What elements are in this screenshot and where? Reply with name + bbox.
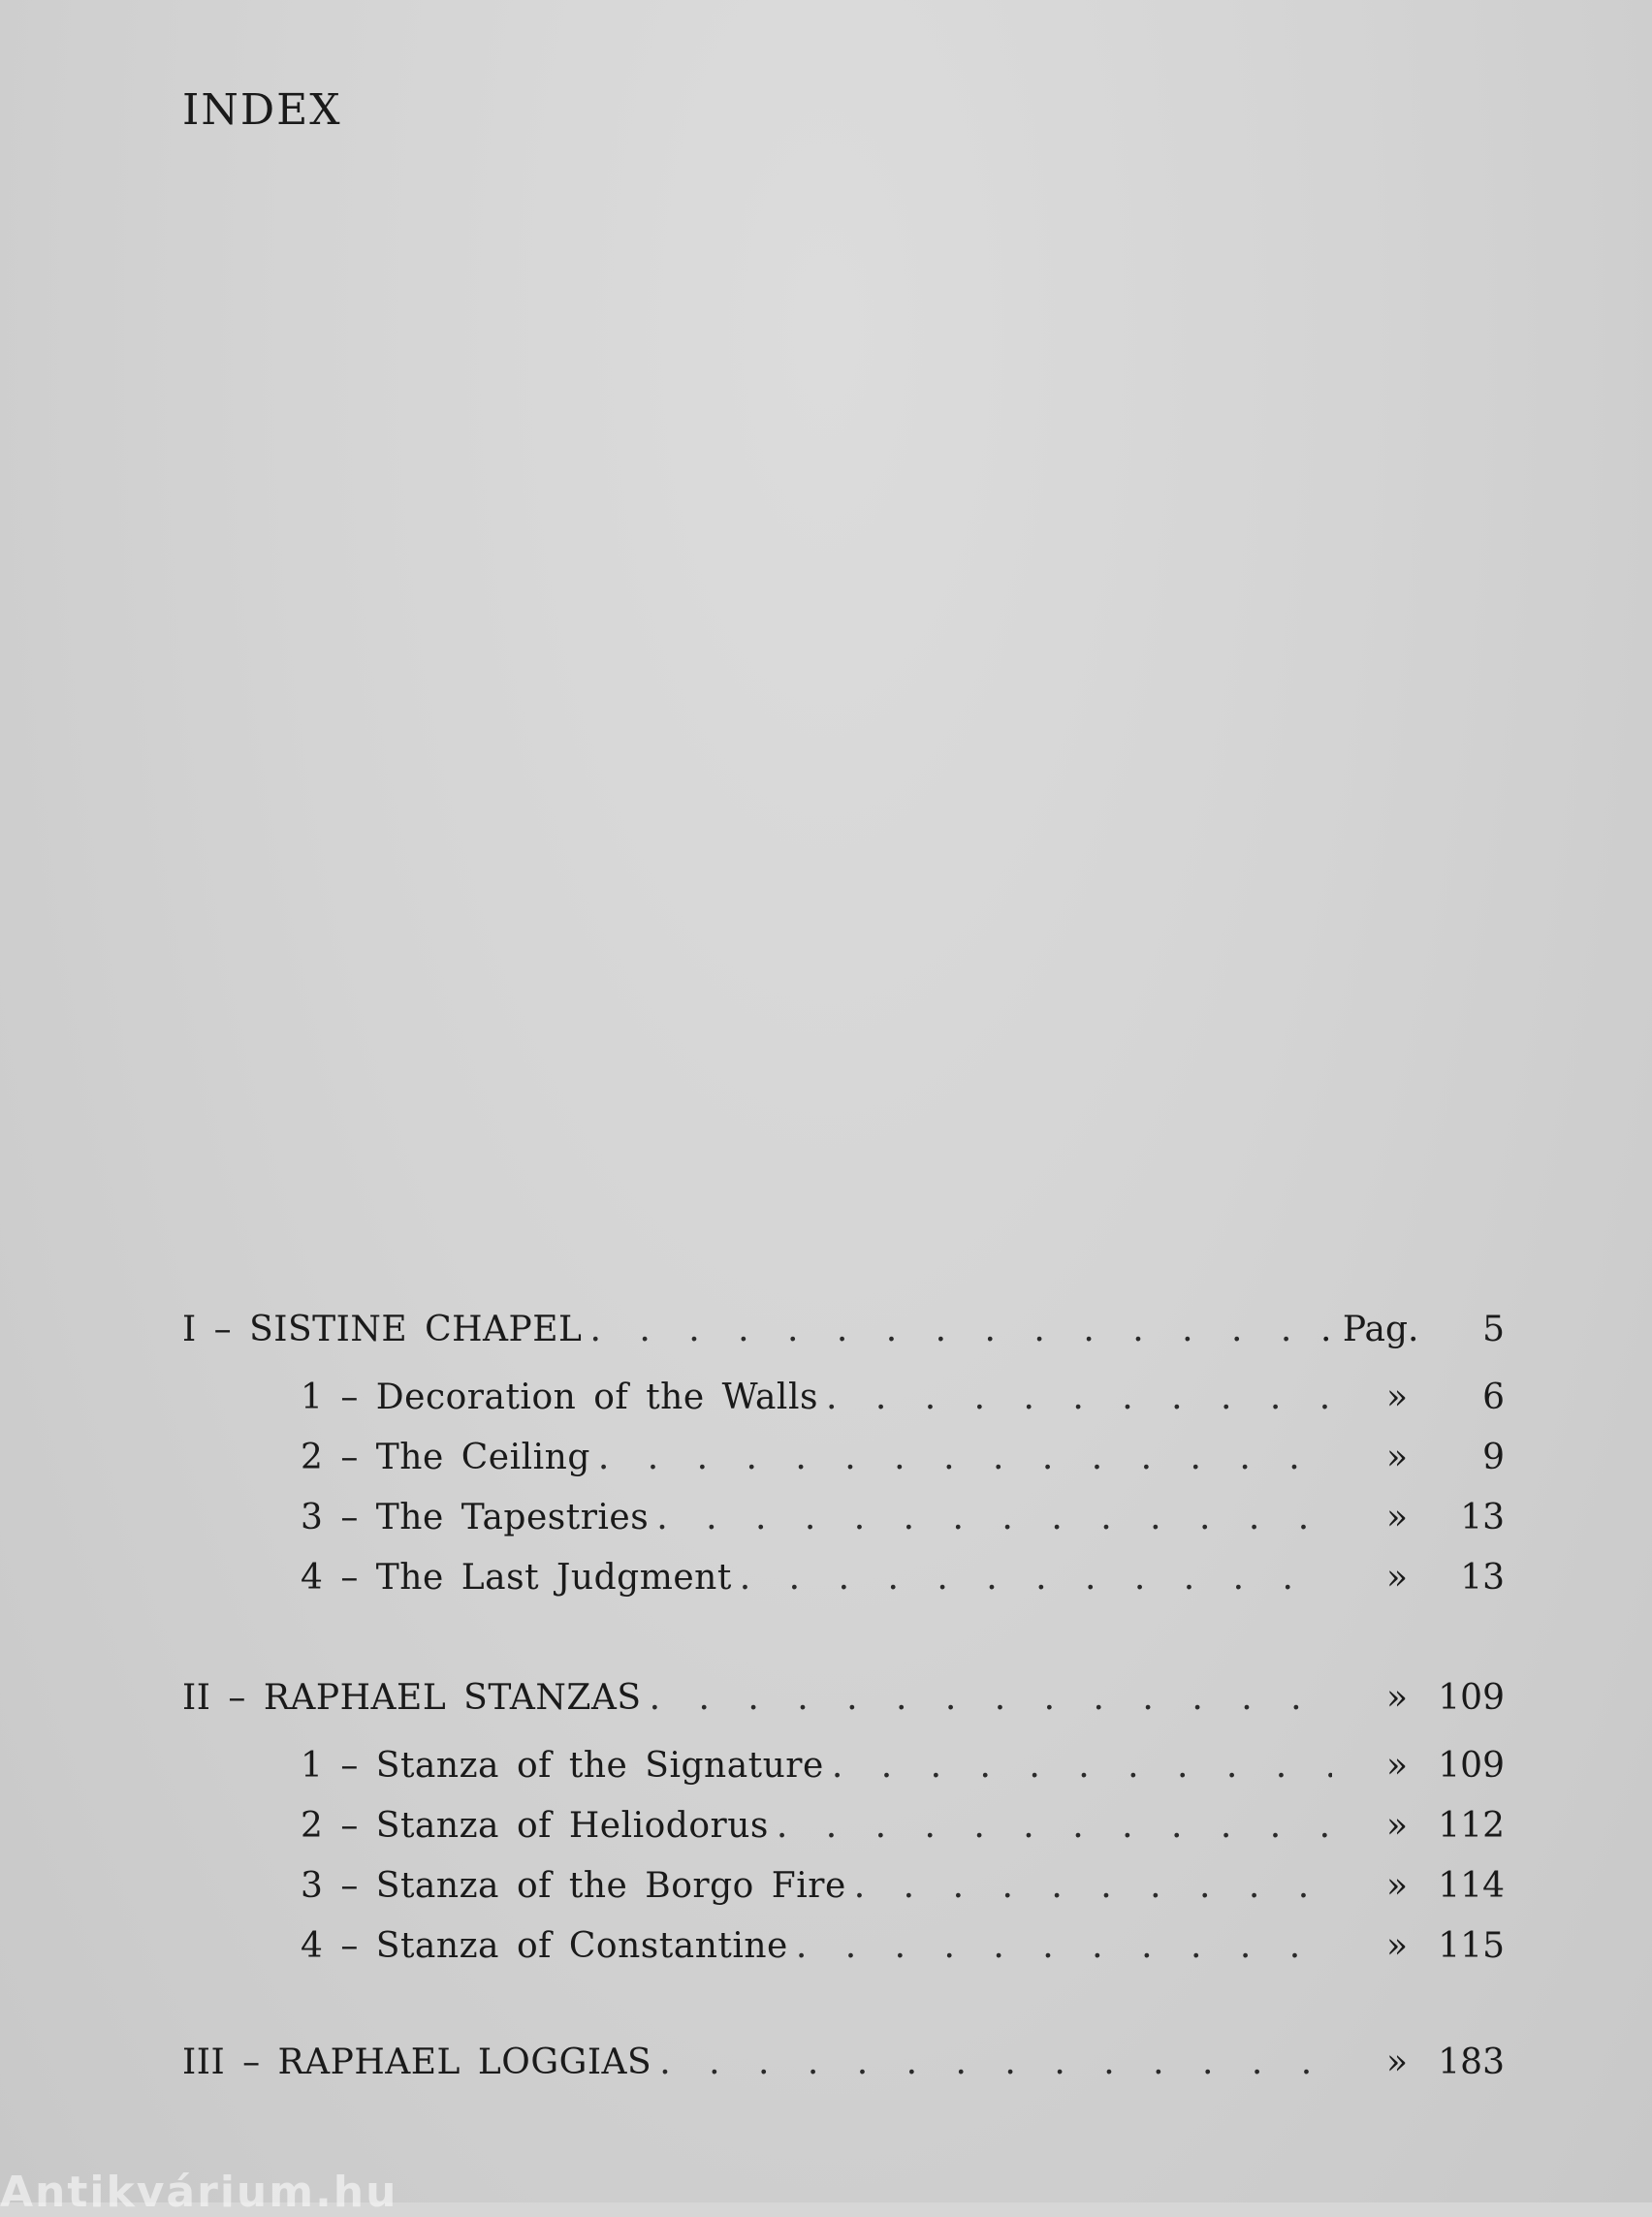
toc-item-page: 115 <box>1438 1926 1505 1966</box>
toc-section-3-label: III – RAPHAEL LOGGIAS <box>182 2043 652 2082</box>
toc-item-page: 13 <box>1460 1498 1505 1537</box>
dot-leader <box>832 1739 1332 1793</box>
toc-item-1-3[interactable] <box>301 1491 1505 1545</box>
dot-leader <box>777 1799 1332 1853</box>
toc-item-2-3[interactable] <box>301 1859 1505 1914</box>
toc-item-page: 6 <box>1482 1378 1505 1417</box>
toc-section-2-page: 109 <box>1438 1678 1505 1718</box>
dot-leader <box>740 1551 1332 1605</box>
ditto-mark: » <box>1385 2043 1408 2082</box>
ditto-mark: » <box>1385 1678 1408 1718</box>
toc-section-2[interactable] <box>182 1671 1505 1726</box>
pag-label: . Pag. <box>1320 1310 1419 1349</box>
watermark: Antikvárium.hu <box>0 2168 398 2217</box>
ditto-mark: » <box>1385 1558 1408 1598</box>
toc-item-label: 2 – The Ceiling <box>301 1438 590 1477</box>
toc-item-1-1[interactable] <box>301 1371 1505 1425</box>
toc-section-1-label: I – SISTINE CHAPEL <box>182 1310 583 1349</box>
toc-item-1-4[interactable] <box>301 1551 1505 1605</box>
toc-item-page: 112 <box>1438 1806 1505 1846</box>
dot-leader <box>589 1303 1313 1357</box>
toc-item-page: 114 <box>1438 1866 1505 1906</box>
dot-leader <box>598 1431 1332 1485</box>
toc-section-3[interactable] <box>182 2036 1505 2090</box>
toc-item-label: 4 – The Last Judgment <box>301 1558 732 1598</box>
toc-item-2-2[interactable] <box>301 1799 1505 1853</box>
dot-leader <box>826 1371 1332 1425</box>
toc-section-3-page: 183 <box>1438 2043 1505 2082</box>
toc-section-1[interactable] <box>182 1303 1505 1357</box>
ditto-mark: » <box>1385 1866 1408 1906</box>
toc-item-label: 3 – Stanza of the Borgo Fire <box>301 1866 846 1906</box>
toc-item-1-2[interactable] <box>301 1431 1505 1485</box>
dot-leader <box>659 2036 1332 2090</box>
toc-item-label: 1 – Decoration of the Walls <box>301 1378 818 1417</box>
toc-item-label: 3 – The Tapestries <box>301 1498 650 1537</box>
dot-leader <box>656 1491 1332 1545</box>
ditto-mark: » <box>1385 1926 1408 1966</box>
toc-item-2-4[interactable] <box>301 1919 1505 1974</box>
toc-item-label: 2 – Stanza of Heliodorus <box>301 1806 769 1846</box>
toc-section-2-label: II – RAPHAEL STANZAS <box>182 1678 642 1718</box>
page-title: INDEX <box>182 85 342 135</box>
dot-leader <box>854 1859 1332 1914</box>
toc-section-1-page: 5 <box>1482 1310 1505 1349</box>
dot-leader <box>796 1919 1332 1974</box>
ditto-mark: » <box>1385 1378 1408 1417</box>
ditto-mark: » <box>1385 1498 1408 1537</box>
toc-item-page: 13 <box>1460 1558 1505 1598</box>
ditto-mark: » <box>1385 1746 1408 1786</box>
dot-leader <box>650 1671 1332 1726</box>
toc-item-label: 4 – Stanza of Constantine <box>301 1926 788 1966</box>
toc-item-2-1[interactable] <box>301 1739 1505 1793</box>
toc-item-page: 9 <box>1482 1438 1505 1477</box>
ditto-mark: » <box>1385 1806 1408 1846</box>
toc-item-page: 109 <box>1438 1746 1505 1786</box>
ditto-mark: » <box>1385 1438 1408 1477</box>
toc-item-label: 1 – Stanza of the Signature <box>301 1746 824 1786</box>
